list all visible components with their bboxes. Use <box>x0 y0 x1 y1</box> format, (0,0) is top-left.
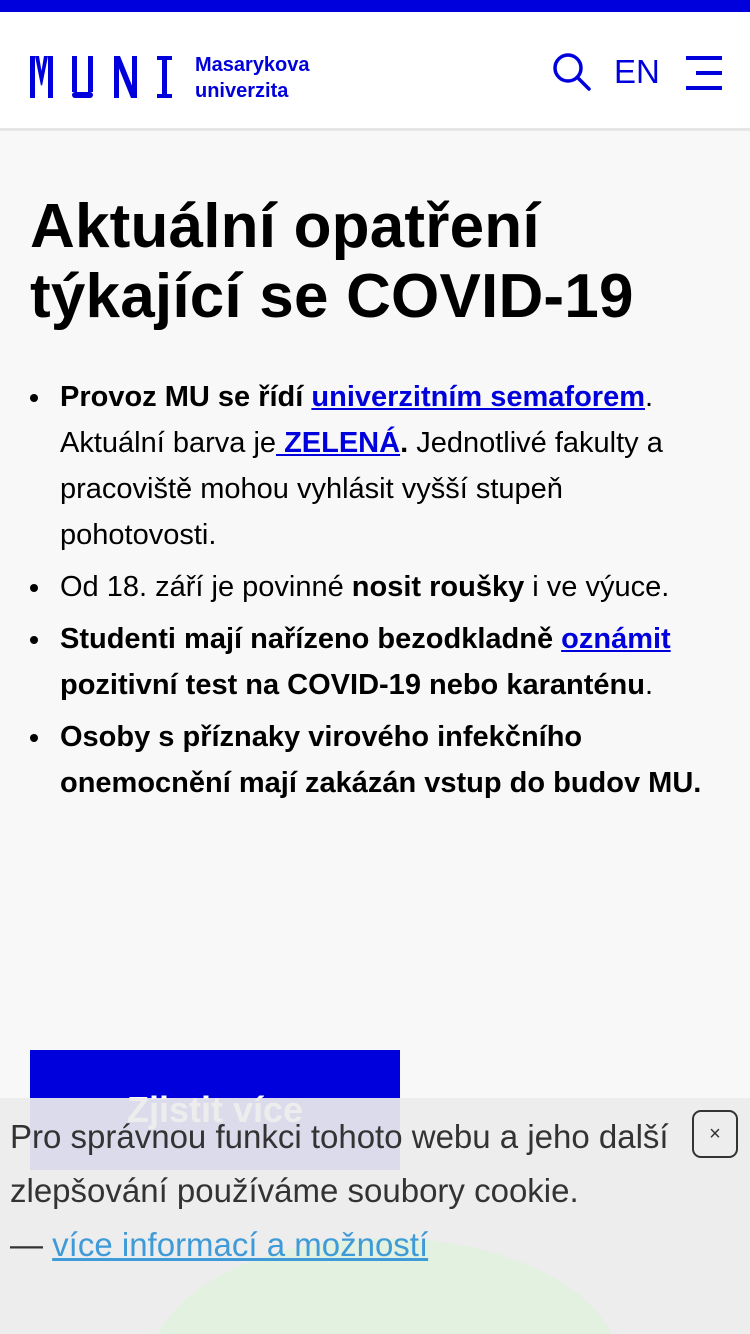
main-content <box>30 192 720 812</box>
cookie-message <box>10 1110 670 1272</box>
bullet-text: Aktuální barva je <box>60 427 277 459</box>
bullet-text: Jednotlivé fakulty a pracoviště mohou vyhlásit vyšší stupeň pohotovosti. <box>60 427 663 551</box>
cookie-dash: — <box>10 1226 53 1263</box>
bullet-text: nosit roušky <box>351 571 525 603</box>
list-item <box>30 616 720 708</box>
hamburger-menu-icon[interactable] <box>686 56 722 90</box>
logo-text[interactable] <box>195 52 310 104</box>
bullet-text: . <box>400 427 409 459</box>
bullet-text: Provoz MU se řídí <box>60 381 312 413</box>
zelena-link[interactable]: ZELENÁ <box>276 427 401 459</box>
bullet-text: i ve výuce. <box>524 571 670 603</box>
list-item <box>30 564 720 610</box>
bullet-text: . <box>644 669 653 701</box>
semafor-link[interactable]: univerzitním semaforem <box>311 381 645 413</box>
covid-measures-list <box>30 374 720 806</box>
bullet-text: . <box>645 381 654 413</box>
list-item <box>30 374 720 558</box>
oznamit-link[interactable]: oznámit <box>561 623 671 655</box>
logo-line-2: univerzita <box>195 80 289 102</box>
bullet-text: Od 18. září je povinné <box>60 571 352 603</box>
cookie-more-info-link[interactable]: více informací a možností <box>52 1226 429 1263</box>
search-icon[interactable] <box>552 52 592 92</box>
language-switch-en[interactable]: EN <box>614 53 660 90</box>
list-item <box>30 714 720 806</box>
logo-line-1: Masarykova <box>195 54 310 76</box>
bullet-text: pozitivní test na COVID-19 nebo karanténu <box>60 669 645 701</box>
site-header <box>0 12 750 131</box>
top-accent-bar <box>0 0 750 12</box>
cookie-close-button[interactable] <box>692 1110 738 1158</box>
close-icon: × <box>709 1122 721 1145</box>
bullet-text: Studenti mají nařízeno bezodkladně <box>60 623 562 655</box>
muni-logo[interactable] <box>30 56 180 98</box>
cookie-banner <box>0 1098 750 1334</box>
cookie-text: Pro správnou funkci tohoto webu a jeho další zlepšování používáme soubory cookie. <box>10 1118 669 1209</box>
bullet-text: Osoby s příznaky virového infekčního onemocnění mají zakázán vstup do budov MU. <box>60 721 702 799</box>
page-title: Aktuální opatření týkající se COVID-19 <box>30 192 634 331</box>
